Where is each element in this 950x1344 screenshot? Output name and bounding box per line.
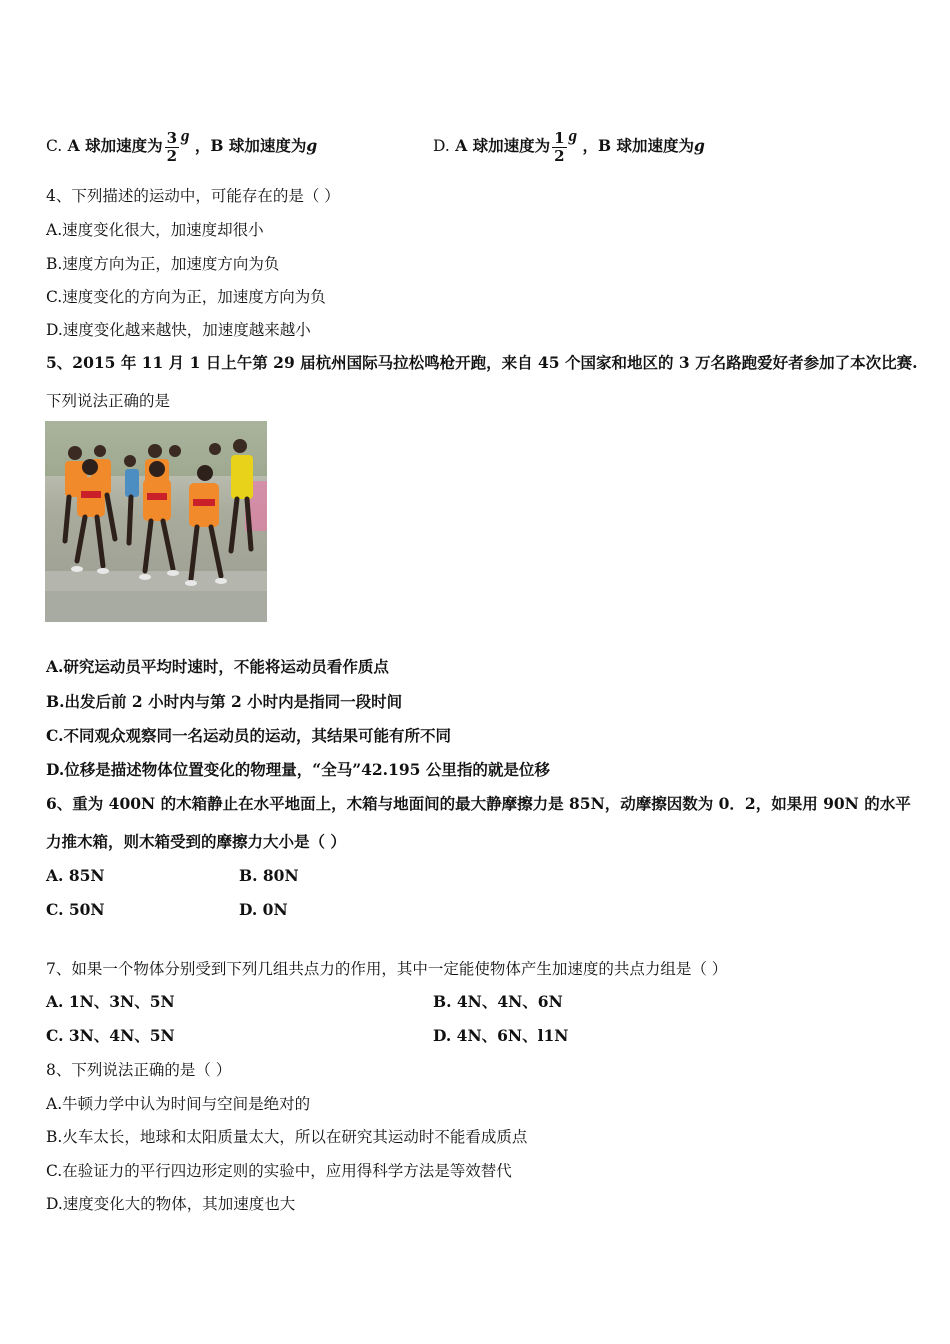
- q3-d-num: 1: [554, 128, 565, 147]
- q3-option-c: [46, 126, 317, 165]
- q8-option-b: B.火车太长，地球和太阳质量太大，所以在研究其运动时不能看成质点: [46, 1128, 528, 1146]
- q4-option-b: B.速度方向为正，加速度方向为负: [46, 255, 280, 273]
- q6-stem-line1: 6、重为 400N 的木箱静止在水平地面上，木箱与地面间的最大静摩擦力是 85N，动摩擦因数为 0．2，如果用 90N 的水平: [46, 794, 911, 813]
- q8-stem: 8、下列说法正确的是（ ）: [46, 1061, 232, 1079]
- q7-option-c: C. 3N、4N、5N: [46, 1026, 175, 1045]
- q3-d-a-text: A 球加速度为: [455, 136, 551, 155]
- q5-option-a: A.研究运动员平均时速时，不能将运动员看作质点: [46, 657, 389, 676]
- q6-option-c: C. 50N: [46, 900, 105, 919]
- q3-d-den: 2: [554, 146, 565, 165]
- q8-option-c: C.在验证力的平行四边形定则的实验中，应用得科学方法是等效替代: [46, 1162, 512, 1180]
- q3-d-b-text: ，B 球加速度为: [582, 136, 694, 155]
- q5-stem-line1: 5、2015 年 11 月 1 日上午第 29 届杭州国际马拉松鸣枪开跑，来自 45 个国家和地区的 3 万名路跑爱好者参加了本次比赛.: [46, 353, 918, 372]
- q3-c-fraction: [165, 130, 179, 165]
- q4-stem: 4、下列描述的运动中，可能存在的是（ ）: [46, 187, 340, 205]
- q4-option-a: A.速度变化很大，加速度却很小: [46, 221, 264, 239]
- q7-option-d: D. 4N、6N、l1N: [433, 1026, 569, 1045]
- q4-option-d: D.速度变化越来越快，加速度越来越小: [46, 321, 311, 339]
- q3-c-b-text: ，B 球加速度为: [194, 136, 307, 155]
- q3-c-prefix: C.: [46, 137, 63, 155]
- q3-c-a-text: A 球加速度为: [67, 136, 163, 155]
- q6-option-b: B. 80N: [239, 866, 299, 885]
- q7-option-b: B. 4N、4N、6N: [433, 992, 563, 1011]
- q6-stem-line2: 力推木箱，则木箱受到的摩擦力大小是（ ）: [46, 832, 346, 851]
- q3-c-num: 3: [166, 128, 178, 147]
- q6-option-a: A. 85N: [46, 866, 105, 885]
- q3-d-b-g: g: [694, 136, 705, 155]
- q3-d-g: g: [568, 126, 578, 145]
- q6-option-d: D. 0N: [239, 900, 288, 919]
- q5-option-c: C.不同观众观察同一名运动员的运动，其结果可能有所不同: [46, 726, 451, 745]
- q4-option-c: C.速度变化的方向为正，加速度方向为负: [46, 288, 326, 306]
- q5-option-b: B.出发后前 2 小时内与第 2 小时内是指同一段时间: [46, 692, 403, 711]
- q7-stem: 7、如果一个物体分别受到下列几组共点力的作用，其中一定能使物体产生加速度的共点力组是（ ）: [46, 960, 728, 978]
- q5-option-d: D.位移是描述物体位置变化的物理量，“全马”42.195 公里指的就是位移: [46, 760, 550, 779]
- q5-stem-line2: 下列说法正确的是: [46, 392, 171, 410]
- q7-option-a: A. 1N、3N、5N: [46, 992, 175, 1011]
- q3-c-b-g: g: [306, 136, 318, 155]
- q3-c-g: g: [181, 126, 190, 145]
- marathon-runners-photo: [45, 421, 267, 622]
- q8-option-d: D.速度变化大的物体，其加速度也大: [46, 1195, 296, 1213]
- q3-d-prefix: D.: [433, 137, 450, 155]
- q3-d-fraction: [552, 130, 566, 165]
- q8-option-a: A.牛顿力学中认为时间与空间是绝对的: [46, 1095, 311, 1113]
- q3-option-d: [433, 126, 705, 165]
- q3-c-den: 2: [166, 146, 178, 165]
